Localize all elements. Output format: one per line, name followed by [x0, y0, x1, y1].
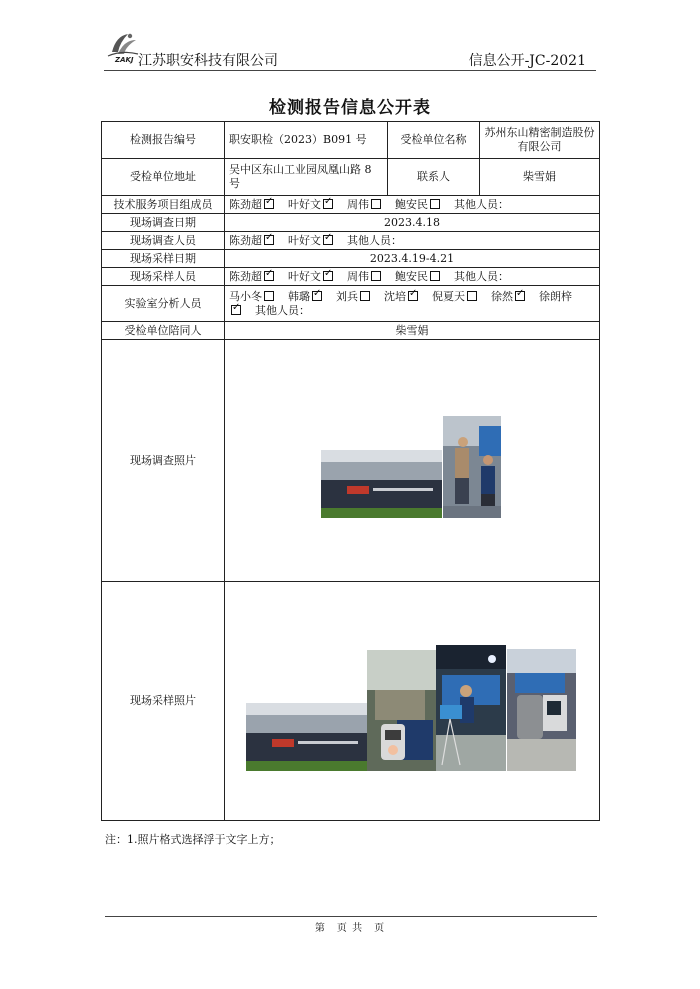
checkbox[interactable]: [231, 305, 241, 315]
staff-entry: [432, 290, 481, 303]
table-row: [102, 214, 600, 232]
table-row: [102, 232, 600, 250]
staff-name: 倪夏天: [432, 289, 465, 303]
table-row: [102, 196, 600, 214]
checkbox[interactable]: [408, 291, 418, 301]
staff-name: 周伟: [347, 197, 369, 211]
staff-entry: [395, 198, 444, 211]
lab-staff-checklist: [225, 286, 600, 322]
table-row: [102, 286, 600, 322]
staff-name: 叶好文: [288, 197, 321, 211]
page-number: 第 页 共 页: [314, 923, 386, 934]
table-row: [102, 250, 600, 268]
lab-staff-label: 实验室分析人员: [102, 286, 225, 322]
survey-date-label: 现场调查日期: [102, 214, 225, 232]
sampling-equipment-photo: [436, 645, 506, 771]
others-label: 其他人员：: [347, 233, 402, 247]
staff-entry: [384, 290, 422, 303]
page-header: [104, 40, 596, 71]
staff-name: 鲍安民: [395, 197, 428, 211]
survey-staff-checklist: [225, 232, 600, 250]
staff-entry: [229, 270, 278, 283]
staff-entry: [395, 270, 444, 283]
contact-value: 柴雪娟: [480, 159, 600, 196]
unit-name-label: 受检单位名称: [388, 122, 480, 159]
staff-name: 韩璐: [288, 289, 310, 303]
sample-photo-label: 现场采样照片: [102, 582, 225, 821]
checkbox[interactable]: [430, 199, 440, 209]
staff-name: 叶好文: [288, 233, 321, 247]
table-row: [102, 268, 600, 286]
checkbox[interactable]: [323, 199, 333, 209]
checkbox[interactable]: [264, 199, 274, 209]
noise-meter-photo: [367, 650, 436, 771]
sample-staff-checklist: [225, 268, 600, 286]
footnote: 注：1.照片格式选择浮于文字上方；: [105, 833, 281, 846]
staff-entry: [336, 290, 374, 303]
others-label: 其他人员：: [454, 269, 509, 283]
report-no-label: 检测报告编号: [102, 122, 225, 159]
company-logo: [106, 32, 140, 64]
staff-name: 马小冬: [229, 289, 262, 303]
staff-name: 鲍安民: [395, 269, 428, 283]
checkbox[interactable]: [371, 199, 381, 209]
escort-label: 受检单位陪同人: [102, 322, 225, 340]
page-title: 检测报告信息公开表: [269, 98, 431, 118]
factory-gate-photo-2: [246, 703, 367, 771]
document-code: 信息公开-JC-2021: [468, 53, 586, 69]
checkbox[interactable]: [323, 271, 333, 281]
table-row: [102, 122, 600, 159]
unit-name-value: 苏州东山精密制造股份有限公司: [480, 122, 600, 159]
staff-entry: [288, 198, 337, 211]
staff-survey-photo: [443, 416, 501, 518]
sample-staff-label: 现场采样人员: [102, 268, 225, 286]
escort-value: 柴雪娟: [225, 322, 600, 340]
address-label: 受检单位地址: [102, 159, 225, 196]
factory-gate-photo: [321, 450, 442, 518]
checkbox[interactable]: [312, 291, 322, 301]
staff-name: 陈劲超: [229, 233, 262, 247]
staff-entry: [229, 234, 278, 247]
staff-entry: [229, 198, 278, 211]
staff-name: 沈培: [384, 289, 406, 303]
staff-entry: [491, 290, 529, 303]
survey-photo-label: 现场调查照片: [102, 340, 225, 582]
company-name: 江苏职安科技有限公司: [138, 53, 278, 69]
sample-date-value: 2023.4.19-4.21: [225, 250, 600, 268]
sample-date-label: 现场采样日期: [102, 250, 225, 268]
logo-text: ZAKJ: [115, 56, 134, 64]
table-row: [102, 159, 600, 196]
address-value: 吴中区东山工业园凤凰山路 8 号: [225, 159, 388, 196]
checkbox[interactable]: [371, 271, 381, 281]
checkbox[interactable]: [264, 271, 274, 281]
staff-entry: [347, 198, 385, 211]
checkbox[interactable]: [467, 291, 477, 301]
footer-line: [105, 916, 597, 917]
team-checklist: [225, 196, 600, 214]
survey-date-value: 2023.4.18: [225, 214, 600, 232]
table-row: [102, 322, 600, 340]
team-label: 技术服务项目组成员: [102, 196, 225, 214]
others-label: 其他人员：: [255, 303, 310, 317]
staff-name: 陈劲超: [229, 197, 262, 211]
checkbox[interactable]: [360, 291, 370, 301]
checkbox[interactable]: [264, 291, 274, 301]
staff-entry: [288, 290, 326, 303]
staff-name: 叶好文: [288, 269, 321, 283]
staff-name: 刘兵: [336, 289, 358, 303]
staff-entry: [288, 270, 337, 283]
staff-entry: [347, 270, 385, 283]
staff-name: 徐朗梓: [539, 289, 572, 303]
checkbox[interactable]: [515, 291, 525, 301]
others-label: 其他人员：: [454, 197, 509, 211]
report-no-value: 职安职检（2023）B091 号: [225, 122, 388, 159]
staff-name: 陈劲超: [229, 269, 262, 283]
checkbox[interactable]: [264, 235, 274, 245]
checkbox[interactable]: [323, 235, 333, 245]
pump-sampler-photo: [507, 649, 576, 771]
staff-name: 徐然: [491, 289, 513, 303]
contact-label: 联系人: [388, 159, 480, 196]
survey-staff-label: 现场调查人员: [102, 232, 225, 250]
staff-name: 周伟: [347, 269, 369, 283]
staff-entry: [288, 234, 337, 247]
checkbox[interactable]: [430, 271, 440, 281]
